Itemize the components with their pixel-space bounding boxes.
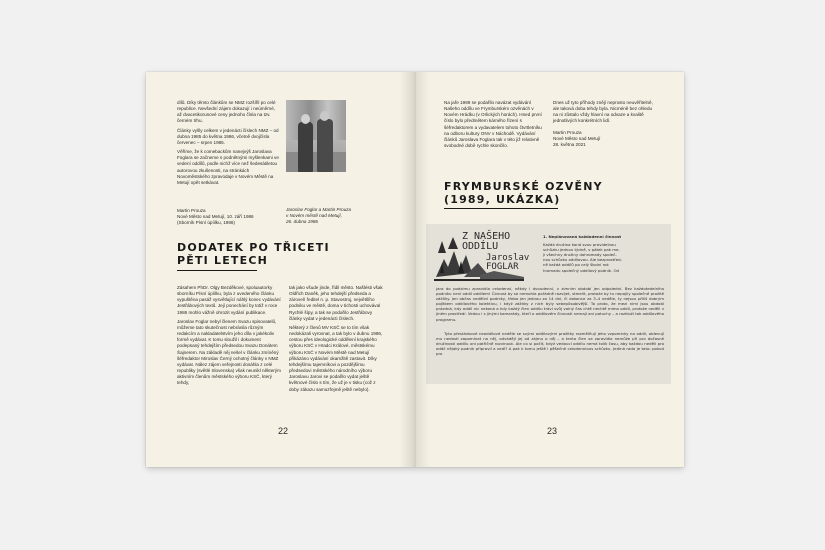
scan-intro <box>543 234 663 273</box>
author-line: Jaroslav <box>486 253 530 263</box>
paragraph: Jaroslav Foglar nebyl členem Svazu spisovatelů, můžeme tato skutečnost nebránila různým redakcím a nakladatelstvím jeho díla v jakékoliv formě vydávat. K tomu sloužil i dokument podepsaný tehdejším předsedou Svazu Donátem Šajnerem. Na základě něj nešel v článku zmíněný šéfredaktor Miroslav Černý ochotný články v NMZ vydávat. Nález zájem veřejnosti dosáhla z celé republiky (světlé Slovenska) však neunikl některým aktivním členům městského výboru KSČ, který tehdy, <box>177 318 281 386</box>
section-title: 1. Neplánovaná každodenní činnost <box>543 234 622 239</box>
date: 28. května 2021 <box>553 141 586 147</box>
place-date: Nové Město nad Metují, 10. září 1986 <box>177 214 254 220</box>
paragraph: Zásahem PhDr. Olgy Bezděkové, spoluautorky sborníku Písní úpíilku, byla z uvedeného článku vypuštěna pasáž vysvětlující náhlý konec vydávání Jestřábových textů. Její ponechání by totiž v roce 1986 mohlo vážně ohrozit vydání publikace. <box>177 285 281 315</box>
heading-underline <box>444 208 558 209</box>
left-top-text <box>177 100 280 189</box>
scan-excerpt <box>426 224 671 384</box>
page-number-left: 22 <box>278 426 289 436</box>
photo-caption <box>286 207 366 225</box>
scan-line: ji všechny družiny dohromady společ- <box>543 252 617 258</box>
left-heading <box>177 241 330 267</box>
right-signature <box>553 130 653 148</box>
scan-line: hromadu společný oddílový podnik. Od <box>543 267 620 273</box>
paragraph: Články vyšly celkem v jedenácti číslech NMZ – od dubna 1985 do května 1986, včetně dvojčísla červenec – srpen 1985. <box>177 127 279 145</box>
caption-line: Jaroslav Foglar a Martin Prouza <box>286 207 352 212</box>
right-column-1 <box>444 100 542 152</box>
scan-line: nou schůzku oddílovou. Ale bezprostřed- <box>543 257 622 263</box>
logo-line: ODDÍLU <box>462 241 499 252</box>
scan-body: jara do podzimu zpravidla celodenní, někdy i dvoudenní, v zimním období jen odpolední. Bez každotedelního podniku není oddíl oddílem! Činnost by se nemohla pořádně rozvíjet, stmelit, protože by tu nepojily společné prožité zážitky. Jen občas neděliní podniky, třeba jen jednou za 14 dní, či dokonce za 3–4 neděle, ty nejsou příliš dobrým pojítkem oddílového kolektivu, i když zážitky z nich byly sebepůsobivější. To proto, že mezi nimi jsou období prázdná, kdy oddíl nic nekoná a kdy každý člen oddílu tráví svůj volný čas chtě nechtě mimo oddíl, protože neděli v jiném prostředí. Vedou i s jinými kamarády, kteří o oddílovém činnosti nemají ani potuchy – a rozkloží tak oddílového programu. <box>436 286 664 322</box>
heading-underline <box>177 270 257 271</box>
paragraph: Dnes už tyto příhody znějí neprosto neuvěřitelně, ale taková doba tehdy byla. Nicméně bez ohledu na ni zůstalo vždy hlavní na odvaze a kvalitě jednotlivých konkrétních lidí. <box>553 100 653 124</box>
logo-author <box>486 254 529 272</box>
author-name: Martin Prouza <box>177 208 206 213</box>
heading-line: FRYMBURSKÉ OZVĚNY <box>444 180 603 193</box>
photo-foglar-prouza <box>286 100 346 172</box>
page-number-right: 23 <box>547 426 558 436</box>
paragraph: dílů. Díky těmto článkům se NMZ rozšířil po celé republice. Nevšední zájem dokazují i neúměrné, až dvacetikorunové ceny jednoho čísla na tzv. černém trhu. <box>177 100 276 124</box>
heading-line: (1989, UKÁZKA) <box>444 193 561 206</box>
source: (Sborník Písní úpíilku, 1986) <box>177 220 235 226</box>
heading-line: DODATEK PO TŘICETI <box>177 241 330 254</box>
author-line: FOGLAR <box>486 262 519 272</box>
scan-line: ně každá oddílů po celý školní rok <box>543 262 609 268</box>
caption-line: v Novém městě nad Metují, <box>286 213 342 219</box>
heading-line: PĚTI LETECH <box>177 254 269 267</box>
logo-title <box>462 232 510 252</box>
paragraph: Věříme, že k comebackům nanejvýš Jaroslava Foglara se začneme s podnětnými myšlenkami ve vedení oddílů, podle nichž více než šedesátiletou autorovou zkušenosti, na stránkách Novoměstského zpravodaje v Novém Městě na Metují opět setkávat. <box>177 149 279 185</box>
left-column-1 <box>177 285 283 390</box>
scan-body-2: Tyto přestávkové neoddílové neděle se svými oddílovými prožitky rozmělňují jeho vzpomínky na oddíl, oblevují mu nedostí zapomínat na něj, odvádějí jej od zájmu o něj – a tento člen se zpravidla nemůže při pro dočasné družinosti oddílu oni patřičně rozvinout. Ale co si počít, když vedoucí oddílu nemá tolik času, aby každou neděli pro oddíl nějaký podnik připravil a vedl? A pak k tomu ještě i pěšečné celodenníous schůzku. Jediná rada je tato: pokud pro <box>436 331 664 357</box>
right-column-2 <box>553 100 653 148</box>
paragraph: Na jaře 1989 se podařilo navázat vydávání Našeho oddílu ve Frymburském ozvěnách v Novém Hrádku (v Orlických horách). Hned první číslo bylo předmětem kárného řízení s šéfredaktorem a vydavatelem tohoto čtvrtletníku na odboru kultury ONV v Náchodě. Vydávání článků Jaroslava Foglara tak v této již relativně svobodné době rychle skončilo. <box>444 100 542 149</box>
right-page <box>415 72 684 467</box>
place: Nové Město nad Metují <box>553 135 601 141</box>
left-page <box>146 72 415 467</box>
left-column-2 <box>289 285 386 396</box>
right-heading <box>444 180 603 206</box>
paragraph: Některý z členů MV KSČ se to tím však nedokázali vyrovnat, a tak bylo v dubnu 1986, cestou přes ideologické oddělení krajského výboru KSČ v Hradci Králové, městskému výboru KSČ v Novém Městě nad Metují přikázáno vydávání okamžitě zastavit. Díky tehdejšímu tajemníkovi a pozdějšímu předsedovi městského národního výboru Jaroslavu Jarovi se podařilo vydat ještě květnové číslo s tím, že už je v tisku (což z doby zákazu samozřejmě ještě nebylo). <box>289 324 383 392</box>
scan-line: Každá družina koná svou pravidelnou <box>543 242 616 248</box>
book-spread <box>146 72 684 467</box>
author-name: Martin Prouza <box>553 129 582 135</box>
paragraph: tak jako všude jinde, řídil město. Našlésti však Oldřich Daněk, jeho tehdejší předseda a zároveň ředitel n. p. Stavostroj, největšího podniku ve městě, doma v tichosti uchovával Rychlé šípy, a tak se podařilo Jestřábovy články vydat v jedenácti číslech. <box>289 285 383 321</box>
scan-line: schůzku jednou týdně, v pátek pak me- <box>543 247 620 253</box>
logo-line: Z NAŠEHO <box>462 231 511 242</box>
caption-line: 26. dubna 1986 <box>286 219 318 225</box>
left-signature <box>177 208 287 226</box>
